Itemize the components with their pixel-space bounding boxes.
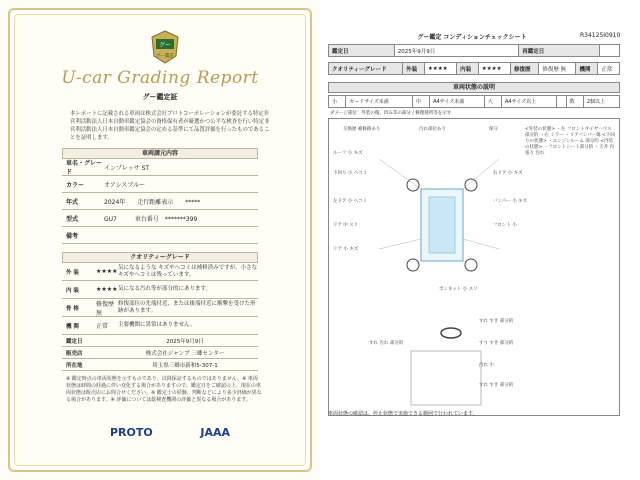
right-notes: <外装の状態> ・左 フロントタイヤハウス 部分的 ・右 ミラー ・リアバンパー傷 <下回りの状態> ・エンジンルーム 部分的 <内装の状態> ・フロントシート部分的 ・天井 内張り 汚れ bbox=[525, 127, 615, 156]
vehicle-diagram bbox=[328, 118, 620, 416]
info-row bbox=[62, 359, 258, 371]
grade-stars: ★★★★ bbox=[96, 286, 118, 293]
info-key: 販売店 bbox=[66, 350, 83, 357]
vehicle-value: インプレッサ ST bbox=[104, 164, 150, 172]
damage-label: バンパー 小 キズ bbox=[493, 199, 527, 204]
quality-value: ★★★★ bbox=[424, 63, 456, 75]
damage-label: ルーフ 小 キズ bbox=[333, 151, 363, 156]
quality-value: ★★★★ bbox=[478, 63, 510, 75]
grade-stars: ★★★★ bbox=[96, 268, 118, 275]
damage-label: すれ 汚れ 部分的 bbox=[369, 341, 404, 346]
damage-label: すり すき 部分的 bbox=[479, 341, 514, 346]
info-value: 2025年9月9日 bbox=[166, 338, 204, 345]
grade-stars: 修復歴 無 bbox=[96, 300, 115, 317]
quality-key: クオリティーグレード bbox=[329, 63, 403, 75]
damage-label: すれ すき 部分的 bbox=[479, 319, 514, 324]
damage-label: ドア 中 スリ bbox=[333, 223, 359, 228]
info-row bbox=[62, 347, 258, 359]
sheet-footnote: 車両状態の確認は、停止状態で実施できる範囲で行われています。 bbox=[328, 411, 478, 417]
symbol-code: 中 bbox=[412, 96, 429, 108]
quality-label: 修復歴 bbox=[511, 63, 539, 75]
symbol-code: 小 bbox=[329, 96, 346, 108]
vehicle-value: 2024年 走行距離表示 ***** bbox=[104, 198, 201, 206]
grade-key: 外 装 bbox=[66, 269, 79, 276]
damage-label: 汚れ部位あり bbox=[419, 127, 446, 132]
vehicle-key: 備考 bbox=[66, 232, 79, 240]
desc-head: 車両状態の説明 bbox=[328, 82, 620, 93]
goo-kantei-badge-icon bbox=[150, 30, 180, 64]
info-key: 所在地 bbox=[66, 362, 83, 369]
damage-label: リア 小 キズ bbox=[333, 247, 359, 252]
quality-label: 外装 bbox=[403, 63, 425, 75]
svg-text:グー鑑定: グー鑑定 bbox=[156, 54, 174, 59]
car-outline-icon bbox=[329, 119, 621, 417]
grade-row bbox=[62, 317, 258, 335]
grade-desc: 気になる汚れ等が部分的にあります。 bbox=[118, 286, 212, 292]
redate-value bbox=[600, 45, 620, 57]
info-value: 埼玉県三郷市新和5-307-1 bbox=[152, 362, 218, 369]
symbol-desc: A4サイズ以上 bbox=[501, 96, 556, 108]
damage-label: 汚れ 小 bbox=[479, 363, 494, 368]
quality-value: 正常 bbox=[598, 63, 620, 75]
report-notes: ※ 鑑定時点の車両状態を示すものであり、以降保証するものではありません。※ 車両状態は時間の経過に伴い変化する場合がありますので、鑑定日をご確認の上、現在の車両状態は販売店にお問合せください。※ 鑑定士の経験、判断などにより多少評価が異なる場合があります。※ 評価については総検査機関の評価と異なる場合があります。 bbox=[66, 376, 262, 403]
grade-row bbox=[62, 281, 258, 299]
logo-bar bbox=[110, 426, 230, 439]
damage-label: 下回り 小 ヘコミ bbox=[333, 171, 368, 176]
info-value: 株式会社ジャンプ 三郷センター bbox=[145, 350, 225, 357]
inspection-date-table bbox=[328, 44, 620, 57]
sheet-title-bar bbox=[324, 30, 620, 43]
grade-desc: 主要機関に異常はありません。 bbox=[118, 322, 196, 328]
symbol-code: 数 bbox=[566, 96, 583, 108]
symbol-code bbox=[556, 96, 566, 108]
grade-desc: 修復部位の先端付近、または後端付近に衝撃を受けた形跡があります。 bbox=[118, 300, 256, 314]
quality-label: 機関 bbox=[576, 63, 598, 75]
info-key: 鑑定日 bbox=[66, 338, 83, 345]
vehicle-key: 型式 bbox=[66, 215, 79, 223]
grade-key: 機 関 bbox=[66, 323, 79, 330]
report-intro: 本レポートに記載される車両は株式会社プロトコーポレーションが委託する特定非営利活動法人日本自動車鑑定協会の資格保有者が厳選かつ公平な検査を行い特定非営利活動法人日本自動車鑑定協会の定める基準にて品質評価を行ったものであることを証明します。 bbox=[70, 111, 270, 141]
damage-label: すれ すき 部分的 bbox=[479, 383, 514, 388]
vehicle-row bbox=[62, 176, 258, 193]
grade-key: 内 装 bbox=[66, 287, 79, 294]
symbol-legend bbox=[328, 95, 620, 108]
date-value: 2025年9月9日 bbox=[394, 45, 518, 57]
symbol-desc: A4サイズ未満 bbox=[430, 96, 485, 108]
grade-row bbox=[62, 299, 258, 317]
vehicle-row bbox=[62, 159, 258, 176]
symbol-desc: カードサイズ未満 bbox=[346, 96, 413, 108]
svg-text:グー: グー bbox=[158, 42, 172, 49]
damage-label: ボンネット 小 スリ bbox=[439, 287, 478, 292]
vehicle-key: 年式 bbox=[66, 198, 79, 206]
damage-label: 保守 bbox=[489, 127, 498, 132]
grade-stars: 正常 bbox=[96, 323, 109, 330]
jaaa-logo: JAAA bbox=[200, 426, 230, 439]
quality-section-head: クオリティーグレード bbox=[62, 252, 258, 263]
quality-label: 内装 bbox=[457, 63, 479, 75]
damage-label: 交換歴 補修跡あり bbox=[343, 127, 381, 132]
vehicle-value: GU7 車台番号 *******399 bbox=[104, 215, 198, 223]
proto-logo: PROTO bbox=[110, 426, 153, 439]
damage-label: 右ドア 小 キズ bbox=[493, 171, 523, 176]
vehicle-key: 車名・グレード bbox=[66, 160, 103, 176]
grade-row bbox=[62, 263, 258, 281]
symbol-note: ダメージ部位：外装の傷、凹み等の部分 / 修理箇所等を示す bbox=[330, 111, 452, 116]
vehicle-row bbox=[62, 210, 258, 227]
damage-label: フロント 小 bbox=[493, 223, 517, 228]
symbol-desc: 2個以上 bbox=[583, 96, 619, 108]
date-key: 鑑定日 bbox=[329, 45, 395, 57]
vehicle-value: オアシスブルー bbox=[104, 181, 146, 189]
sheet-title: グー鑑定 コンディションチェックシート bbox=[417, 34, 527, 41]
vehicle-row bbox=[62, 193, 258, 210]
report-subtitle: グー鑑定証 bbox=[142, 93, 178, 101]
grade-key: 骨 格 bbox=[66, 305, 79, 312]
sheet-code: R34125I0910 bbox=[580, 32, 621, 39]
grade-desc: 気になるような キズやヘコミは補修済みですが、小さなキズやヘコミは残っています。 bbox=[118, 264, 258, 278]
report-title: U-car Grading Report bbox=[61, 68, 259, 88]
vehicle-section-head: 車両請元内容 bbox=[62, 148, 258, 159]
redate-key: 再鑑定日 bbox=[519, 45, 600, 57]
damage-label: 左ドア 小 ヘコミ bbox=[333, 199, 368, 204]
symbol-code: 大 bbox=[484, 96, 501, 108]
info-row bbox=[62, 335, 258, 347]
vehicle-key: カラー bbox=[66, 181, 85, 189]
vehicle-row bbox=[62, 227, 258, 244]
quality-value: 修復歴 無 bbox=[539, 63, 576, 75]
quality-table bbox=[328, 62, 620, 75]
